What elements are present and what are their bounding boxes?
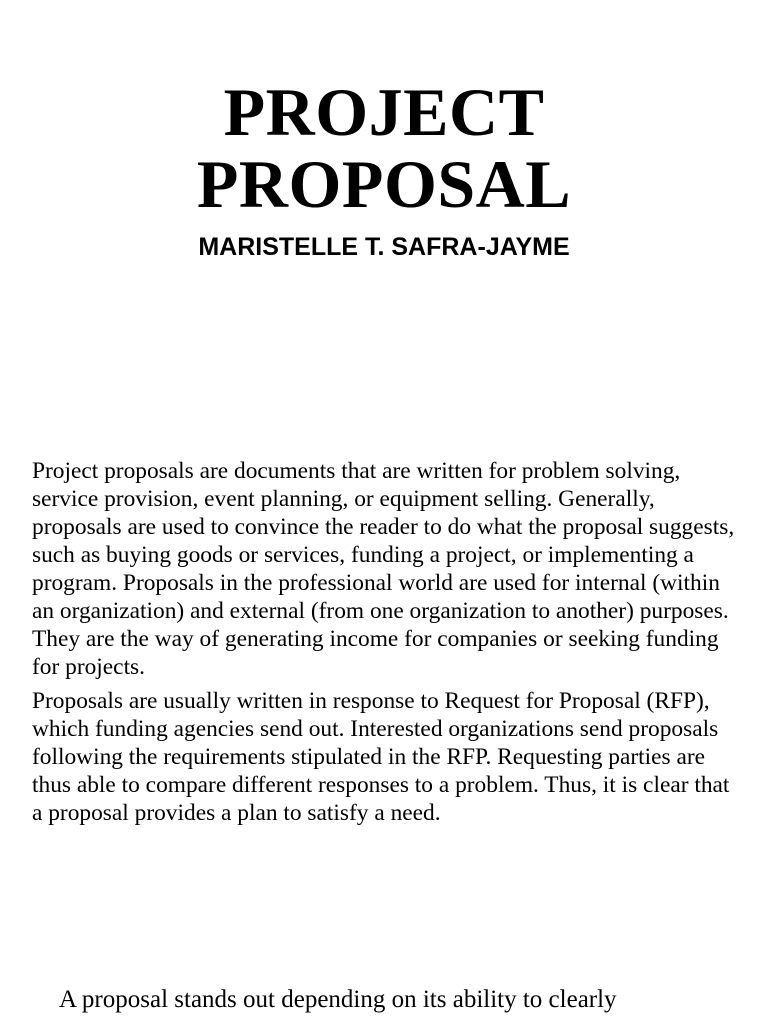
author-name: MARISTELLE T. SAFRA-JAYME <box>198 233 570 261</box>
title-line-1: PROJECT <box>223 74 545 150</box>
title-line-2: PROPOSAL <box>196 146 572 222</box>
body-text <box>32 457 740 833</box>
paragraph-rfp: Proposals are usually written in response to Request for Proposal (RFP), which funding agencies send out. Interested organizations send proposals following the requirements stipulated in the RFP. Requesting parties are thus able to compare different responses to a problem. Thus, it is clear that a proposal provides a plan to satisfy a need. <box>32 688 730 826</box>
document-title <box>0 76 768 220</box>
paragraph-definition: Project proposals are documents that are written for problem solving, service provision, event planning, or equipment selling. Generally, proposals are used to convince the reader to do what the proposal suggests, such as buying goods or services, funding a project, or implementing a program. Proposals in the professional world are used for internal (within an organization) and external (from one organization to another) purposes. They are the way of generating income for companies or seeking funding for projects. <box>32 458 735 680</box>
next-section-text: A proposal stands out depending on its ability to clearly <box>59 986 617 1013</box>
